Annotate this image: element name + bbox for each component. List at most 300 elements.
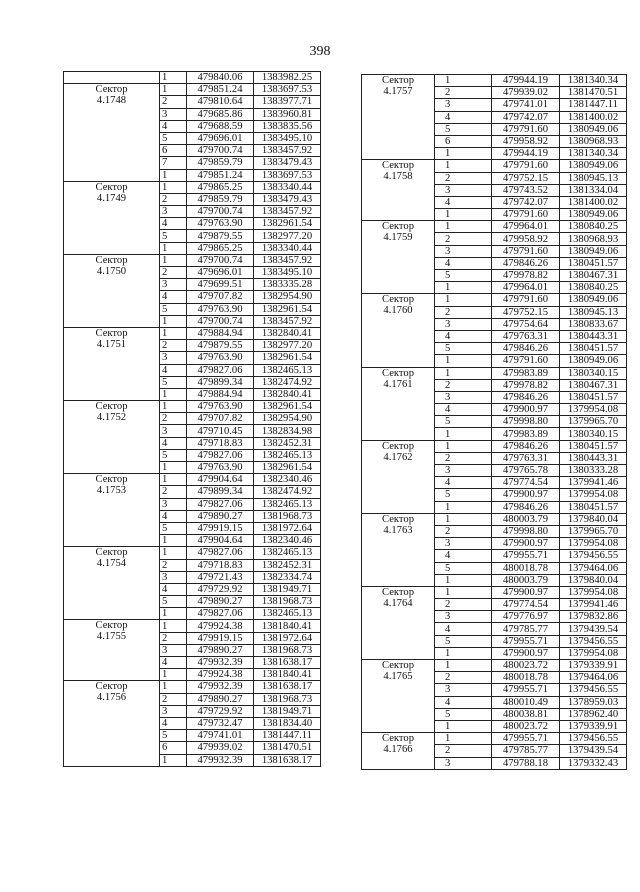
- sector-word: Сектор: [382, 160, 414, 172]
- point-number: 1: [435, 513, 492, 525]
- coordinate-y: 1381400.02: [560, 111, 627, 123]
- point-number: 5: [160, 522, 187, 534]
- coordinate-y: 1382840.41: [254, 388, 321, 400]
- point-number: 2: [160, 693, 187, 705]
- point-number: 3: [160, 279, 187, 291]
- coordinate-y: 1382954.90: [254, 291, 321, 303]
- coordinate-x: 479827.06: [187, 364, 254, 376]
- coordinate-x: 479763.31: [492, 452, 560, 464]
- coordinate-x: 479955.71: [492, 733, 560, 745]
- coordinate-x: 479939.02: [492, 87, 560, 99]
- coordinates-table-left: [63, 71, 321, 767]
- coordinate-y: 1382961.54: [254, 352, 321, 364]
- coordinate-y: 1381470.51: [254, 742, 321, 754]
- table-row: [362, 367, 627, 379]
- point-number: 3: [160, 108, 187, 120]
- sector-label: [64, 181, 160, 254]
- coordinate-y: 1381972.64: [254, 522, 321, 534]
- point-number: 1: [435, 660, 492, 672]
- sector-id: 4.1751: [96, 338, 127, 350]
- coordinate-y: 1382340.46: [254, 474, 321, 486]
- point-number: 6: [435, 135, 492, 147]
- coordinate-x: 479827.06: [187, 449, 254, 461]
- coordinate-y: 1382465.13: [254, 364, 321, 376]
- sector-id: 4.1752: [96, 412, 127, 424]
- point-number: 4: [160, 120, 187, 132]
- coordinate-x: 479718.83: [187, 559, 254, 571]
- coordinate-x: 479791.60: [492, 160, 560, 172]
- sector-word: Сектор: [382, 440, 414, 452]
- sector-id: 4.1764: [383, 597, 413, 609]
- coordinate-y: 1383340.44: [254, 242, 321, 254]
- coordinate-x: 479978.82: [492, 379, 560, 391]
- coordinate-x: 480038.81: [492, 708, 560, 720]
- coordinate-y: 1383977.71: [254, 96, 321, 108]
- point-number: 2: [160, 340, 187, 352]
- sector-label: [362, 513, 435, 586]
- coordinate-y: 1383495.10: [254, 267, 321, 279]
- point-number: 4: [435, 257, 492, 269]
- coordinate-y: 1382452.31: [254, 437, 321, 449]
- point-number: 4: [435, 696, 492, 708]
- sector-label: [64, 620, 160, 681]
- point-number: 2: [160, 413, 187, 425]
- sector-id: 4.1748: [96, 95, 127, 107]
- coordinate-x: 479763.90: [187, 462, 254, 474]
- coordinate-y: 1380968.93: [560, 233, 627, 245]
- sector-id: 4.1757: [383, 86, 413, 97]
- coordinate-x: 479785.77: [492, 623, 560, 635]
- sector-word: Сектор: [95, 681, 128, 693]
- coordinate-x: 479998.80: [492, 525, 560, 537]
- coordinate-x: 479763.90: [187, 401, 254, 413]
- coordinate-x: 479840.06: [187, 72, 254, 84]
- coordinate-y: 1381834.40: [254, 717, 321, 729]
- coordinate-x: 479718.83: [187, 437, 254, 449]
- coordinate-x: 479983.89: [492, 367, 560, 379]
- coordinate-x: 479932.39: [187, 754, 254, 766]
- sector-id: 4.1750: [96, 265, 127, 277]
- point-number: 1: [435, 501, 492, 513]
- coordinate-x: 479696.01: [187, 267, 254, 279]
- coordinate-x: 479851.24: [187, 169, 254, 181]
- point-number: 1: [435, 75, 492, 87]
- point-number: 4: [160, 657, 187, 669]
- coordinate-y: 1379332.43: [560, 757, 627, 769]
- coordinate-y: 1381400.02: [560, 196, 627, 208]
- sector-label: [64, 84, 160, 182]
- coordinate-y: 1382840.41: [254, 327, 321, 339]
- coordinate-y: 1382465.13: [254, 608, 321, 620]
- sector-id: 4.1756: [96, 692, 127, 704]
- coordinate-x: 480023.72: [492, 720, 560, 732]
- coordinate-y: 1380833.67: [560, 318, 627, 330]
- point-number: 1: [160, 72, 187, 84]
- coordinate-x: 479688.59: [187, 120, 254, 132]
- coordinate-x: 479774.54: [492, 477, 560, 489]
- point-number: 1: [160, 315, 187, 327]
- coordinate-x: 479729.92: [187, 583, 254, 595]
- coordinate-x: 479884.94: [187, 388, 254, 400]
- coordinate-x: 479846.26: [492, 257, 560, 269]
- coordinate-x: 479890.27: [187, 693, 254, 705]
- sector-word: Сектор: [95, 84, 128, 96]
- coordinate-y: 1379464.06: [560, 672, 627, 684]
- point-number: 5: [435, 270, 492, 282]
- coordinate-x: 479900.97: [492, 489, 560, 501]
- sector-word: Сектор: [95, 547, 128, 559]
- coordinate-y: 1381447.11: [254, 730, 321, 742]
- point-number: 1: [160, 169, 187, 181]
- point-number: 5: [160, 596, 187, 608]
- sector-label: [362, 75, 435, 160]
- sector-label: [64, 327, 160, 400]
- coordinate-y: 1381949.71: [254, 583, 321, 595]
- point-number: 1: [435, 647, 492, 659]
- coordinate-y: 1381968.73: [254, 693, 321, 705]
- coordinate-y: 1379339.91: [560, 720, 627, 732]
- point-number: 6: [160, 145, 187, 157]
- coordinate-y: 1380451.57: [560, 257, 627, 269]
- point-number: 2: [435, 525, 492, 537]
- coordinate-y: 1383960.81: [254, 108, 321, 120]
- coordinate-y: 1382452.31: [254, 559, 321, 571]
- sector-label: [362, 586, 435, 659]
- point-number: 2: [435, 599, 492, 611]
- point-number: 2: [435, 452, 492, 464]
- coordinate-y: 1379965.70: [560, 416, 627, 428]
- coordinate-y: 1383697.53: [254, 169, 321, 181]
- coordinate-x: 479810.64: [187, 96, 254, 108]
- coordinate-x: 479696.01: [187, 132, 254, 144]
- coordinate-y: 1382977.20: [254, 230, 321, 242]
- coordinate-y: 1383697.53: [254, 84, 321, 96]
- coordinate-x: 479890.27: [187, 596, 254, 608]
- point-number: 5: [435, 343, 492, 355]
- coordinate-x: 479958.92: [492, 233, 560, 245]
- sector-label: [64, 254, 160, 327]
- point-number: 1: [435, 720, 492, 732]
- table-row: [362, 660, 627, 672]
- coordinate-y: 1380340.15: [560, 367, 627, 379]
- table-row: [64, 547, 321, 559]
- page-number: 398: [309, 44, 331, 59]
- coordinate-x: 479776.97: [492, 611, 560, 623]
- point-number: 2: [435, 306, 492, 318]
- sector-id: 4.1761: [383, 378, 413, 390]
- coordinate-x: 479955.71: [492, 684, 560, 696]
- sector-word: Сектор: [95, 474, 128, 486]
- coordinate-y: 1381334.04: [560, 184, 627, 196]
- point-number: 1: [160, 242, 187, 254]
- coordinate-y: 1380949.06: [560, 245, 627, 257]
- point-number: 7: [160, 157, 187, 169]
- coordinate-y: 1380949.06: [560, 123, 627, 135]
- coordinate-y: 1383835.56: [254, 120, 321, 132]
- coordinate-x: 479827.06: [187, 498, 254, 510]
- coordinate-x: 479763.90: [187, 218, 254, 230]
- coordinate-x: 479743.52: [492, 184, 560, 196]
- point-number: 5: [435, 635, 492, 647]
- coordinate-x: 479944.19: [492, 148, 560, 160]
- coordinate-x: 480023.72: [492, 660, 560, 672]
- coordinate-x: 479707.82: [187, 413, 254, 425]
- coordinate-x: 479721.43: [187, 571, 254, 583]
- point-number: 3: [160, 705, 187, 717]
- coordinate-y: 1380949.06: [560, 209, 627, 221]
- coordinate-x: 479791.60: [492, 123, 560, 135]
- point-number: 1: [435, 367, 492, 379]
- sector-word: Сектор: [382, 75, 414, 86]
- coordinate-y: 1381638.17: [254, 754, 321, 766]
- coordinate-x: 479685.86: [187, 108, 254, 120]
- point-number: 4: [160, 364, 187, 376]
- coordinates-table-right: [361, 74, 627, 770]
- point-number: 1: [160, 84, 187, 96]
- coordinate-x: 479846.26: [492, 391, 560, 403]
- coordinate-y: 1379954.08: [560, 538, 627, 550]
- table-row: [64, 401, 321, 413]
- point-number: 1: [160, 754, 187, 766]
- coordinate-y: 1381840.41: [254, 620, 321, 632]
- coordinate-y: 1379439.54: [560, 745, 627, 757]
- point-number: 1: [435, 148, 492, 160]
- sector-word: Сектор: [382, 586, 414, 598]
- coordinate-y: 1380467.31: [560, 379, 627, 391]
- point-number: 3: [435, 245, 492, 257]
- coordinate-x: 479788.18: [492, 757, 560, 769]
- point-number: 1: [160, 669, 187, 681]
- sector-word: Сектор: [95, 327, 128, 339]
- sector-word: Сектор: [382, 294, 414, 306]
- point-number: 2: [435, 87, 492, 99]
- coordinate-x: 479955.71: [492, 635, 560, 647]
- coordinate-y: 1381968.73: [254, 596, 321, 608]
- coordinate-y: 1380340.15: [560, 428, 627, 440]
- coordinate-y: 1379954.08: [560, 586, 627, 598]
- coordinate-x: 479791.60: [492, 209, 560, 221]
- table-row: [362, 733, 627, 745]
- coordinate-x: 479879.55: [187, 230, 254, 242]
- coordinate-x: 479944.19: [492, 75, 560, 87]
- point-number: 5: [435, 708, 492, 720]
- coordinate-y: 1382954.90: [254, 413, 321, 425]
- coordinate-x: 479754.64: [492, 318, 560, 330]
- coordinate-y: 1383457.92: [254, 145, 321, 157]
- point-number: 1: [160, 608, 187, 620]
- coordinate-x: 479763.90: [187, 303, 254, 315]
- sector-id: 4.1749: [96, 192, 127, 204]
- coordinate-y: 1383340.44: [254, 181, 321, 193]
- coordinate-y: 1381340.34: [560, 75, 627, 87]
- point-number: 6: [160, 742, 187, 754]
- coordinate-y: 1379456.55: [560, 635, 627, 647]
- point-number: 1: [160, 547, 187, 559]
- coordinate-x: 479765.78: [492, 465, 560, 477]
- coordinate-x: 479763.90: [187, 352, 254, 364]
- coordinate-y: 1379941.46: [560, 477, 627, 489]
- point-number: 1: [435, 282, 492, 294]
- sector-id: 4.1762: [383, 451, 413, 463]
- point-number: 1: [435, 355, 492, 367]
- table-row: [64, 620, 321, 632]
- coordinate-y: 1382961.54: [254, 218, 321, 230]
- point-number: 2: [160, 559, 187, 571]
- coordinate-x: 479700.74: [187, 315, 254, 327]
- coordinate-y: 1380949.06: [560, 355, 627, 367]
- point-number: 3: [160, 206, 187, 218]
- coordinate-y: 1383479.43: [254, 157, 321, 169]
- coordinate-y: 1382961.54: [254, 303, 321, 315]
- coordinate-y: 1382961.54: [254, 401, 321, 413]
- coordinate-y: 1379840.04: [560, 574, 627, 586]
- coordinate-x: 480003.79: [492, 513, 560, 525]
- coordinate-x: 479919.15: [187, 522, 254, 534]
- point-number: 4: [435, 404, 492, 416]
- point-number: 1: [435, 733, 492, 745]
- coordinate-x: 479939.02: [187, 742, 254, 754]
- point-number: 4: [160, 218, 187, 230]
- table-row: [64, 254, 321, 266]
- point-number: 4: [435, 623, 492, 635]
- coordinate-y: 1379941.46: [560, 599, 627, 611]
- point-number: 3: [435, 465, 492, 477]
- table-row: [64, 681, 321, 693]
- sector-word: Сектор: [382, 221, 414, 233]
- coordinate-x: 479742.07: [492, 111, 560, 123]
- table-row: [362, 440, 627, 452]
- coordinate-y: 1378962.40: [560, 708, 627, 720]
- sector-label: [362, 160, 435, 221]
- coordinate-x: 479700.74: [187, 254, 254, 266]
- coordinate-x: 479859.79: [187, 157, 254, 169]
- point-number: 2: [435, 172, 492, 184]
- coordinate-y: 1380840.25: [560, 221, 627, 233]
- point-number: 1: [435, 294, 492, 306]
- point-number: 1: [160, 181, 187, 193]
- coordinate-x: 479699.51: [187, 279, 254, 291]
- coordinate-x: 479904.64: [187, 535, 254, 547]
- coordinate-y: 1381968.73: [254, 644, 321, 656]
- coordinate-y: 1380949.06: [560, 294, 627, 306]
- coordinate-x: 479890.27: [187, 644, 254, 656]
- point-number: 1: [160, 462, 187, 474]
- coordinate-x: 479851.24: [187, 84, 254, 96]
- point-number: 1: [160, 401, 187, 413]
- coordinate-y: 1382465.13: [254, 449, 321, 461]
- sector-label: [362, 294, 435, 367]
- coordinate-y: 1380840.25: [560, 282, 627, 294]
- table-row: [64, 84, 321, 96]
- coordinate-y: 1382961.54: [254, 462, 321, 474]
- sector-id: 4.1759: [383, 232, 413, 244]
- point-number: 1: [435, 574, 492, 586]
- sector-word: Сектор: [382, 733, 414, 745]
- point-number: 1: [160, 620, 187, 632]
- coordinate-x: 479742.07: [492, 196, 560, 208]
- coordinate-y: 1383495.10: [254, 132, 321, 144]
- sector-id: 4.1755: [96, 631, 127, 643]
- coordinate-y: 1383479.43: [254, 193, 321, 205]
- point-number: 3: [435, 757, 492, 769]
- table-row: [64, 327, 321, 339]
- coordinate-y: 1380451.57: [560, 440, 627, 452]
- point-number: 2: [160, 267, 187, 279]
- coordinate-y: 1381840.41: [254, 669, 321, 681]
- point-number: 5: [160, 132, 187, 144]
- sector-id: 4.1763: [383, 524, 413, 536]
- coordinate-y: 1383335.28: [254, 279, 321, 291]
- point-number: 1: [160, 474, 187, 486]
- coordinate-x: 479879.55: [187, 340, 254, 352]
- table-row: [362, 294, 627, 306]
- point-number: 5: [435, 489, 492, 501]
- coordinate-x: 479741.01: [187, 730, 254, 742]
- coordinate-x: 479791.60: [492, 294, 560, 306]
- sector-id: 4.1760: [383, 305, 413, 317]
- point-number: 3: [435, 184, 492, 196]
- coordinate-x: 479752.15: [492, 172, 560, 184]
- coordinate-x: 479964.01: [492, 282, 560, 294]
- coordinate-y: 1380968.93: [560, 135, 627, 147]
- coordinate-x: 480010.49: [492, 696, 560, 708]
- coordinate-x: 479890.27: [187, 510, 254, 522]
- sector-label: [362, 221, 435, 294]
- coordinate-y: 1379954.08: [560, 404, 627, 416]
- coordinate-x: 479752.15: [492, 306, 560, 318]
- point-number: 5: [160, 730, 187, 742]
- coordinate-y: 1381972.64: [254, 632, 321, 644]
- coordinate-y: 1382340.46: [254, 535, 321, 547]
- point-number: 1: [160, 388, 187, 400]
- coordinate-y: 1382977.20: [254, 340, 321, 352]
- point-number: 4: [160, 510, 187, 522]
- coordinate-x: 479774.54: [492, 599, 560, 611]
- coordinate-y: 1383457.92: [254, 254, 321, 266]
- sector-label: [362, 660, 435, 733]
- coordinate-x: 479932.39: [187, 681, 254, 693]
- table-row: [362, 75, 627, 87]
- point-number: 1: [435, 160, 492, 172]
- point-number: 5: [160, 303, 187, 315]
- table-row: [64, 474, 321, 486]
- coordinate-y: 1382834.98: [254, 425, 321, 437]
- point-number: 3: [435, 318, 492, 330]
- coordinate-x: 479998.80: [492, 416, 560, 428]
- sector-word: Сектор: [95, 620, 128, 632]
- coordinate-x: 479859.79: [187, 193, 254, 205]
- coordinate-y: 1383457.92: [254, 206, 321, 218]
- coordinate-y: 1380945.13: [560, 172, 627, 184]
- coordinate-y: 1380467.31: [560, 270, 627, 282]
- sector-id: 4.1765: [383, 671, 413, 682]
- point-number: 5: [435, 416, 492, 428]
- sector-label: [64, 681, 160, 766]
- coordinate-x: 479904.64: [187, 474, 254, 486]
- coordinate-y: 1383982.25: [254, 72, 321, 84]
- coordinate-x: 479865.25: [187, 242, 254, 254]
- point-number: 3: [435, 684, 492, 696]
- coordinate-y: 1379439.54: [560, 623, 627, 635]
- point-number: 4: [435, 196, 492, 208]
- point-number: 1: [435, 586, 492, 598]
- coordinate-x: 479741.01: [492, 99, 560, 111]
- coordinate-y: 1380443.31: [560, 330, 627, 342]
- coordinate-x: 479958.92: [492, 135, 560, 147]
- point-number: 4: [435, 330, 492, 342]
- coordinate-y: 1381447.11: [560, 99, 627, 111]
- coordinate-y: 1379965.70: [560, 525, 627, 537]
